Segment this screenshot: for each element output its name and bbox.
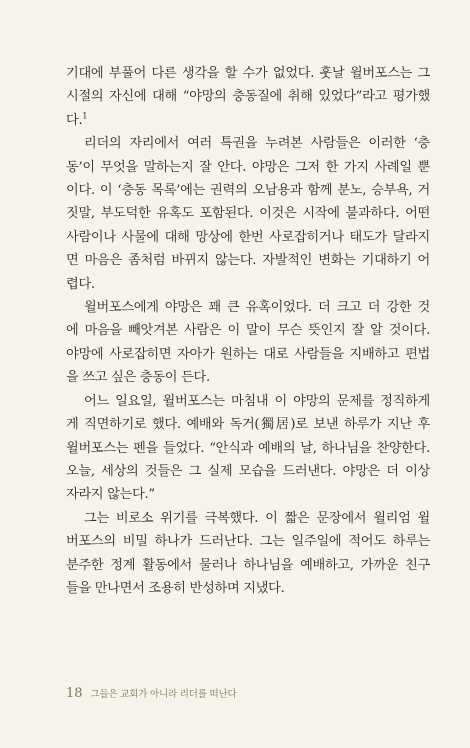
- text-line: 을 쓰고 싶은 충동이 든다.: [66, 370, 210, 386]
- text-line: 윌버포스는 펜을 들었다. “안식과 예배의 날, 하나님을 찬양한다.: [66, 440, 430, 456]
- text-line: 윌버포스에게 야망은 꽤 큰 유혹이었다. 더 크고 더 강한 것: [84, 300, 430, 316]
- text-line-content: 다.: [66, 112, 83, 128]
- text-line: 에 마음을 빼앗겨본 사람은 이 말이 무슨 뜻인지 잘 알 것이다.: [66, 323, 430, 339]
- text-line: 리더의 자리에서 여러 특권을 누려본 사람들은 이러한 ‘충: [84, 136, 430, 152]
- text-line: 버포스의 비밀 하나가 드러난다. 그는 일주일에 적어도 하루는: [66, 534, 430, 550]
- page-footer: [66, 686, 236, 701]
- paragraph-4: [66, 390, 430, 507]
- paragraph-1: [66, 62, 430, 132]
- body-text: [66, 62, 430, 600]
- footnote-marker: 1: [82, 111, 88, 121]
- text-line: 기대에 부풀어 다른 생각을 할 수가 없었다. 훗날 윌버포스는 그: [66, 66, 430, 81]
- text-line: 분주한 정계 활동에서 물러나 하나님을 예배하고, 가까운 친구: [66, 557, 430, 573]
- text-line: 야망에 사로잡히면 자아가 원하는 대로 사람들을 지배하고 편법: [66, 346, 430, 362]
- text-line: 짓말, 부도덕한 유혹도 포함된다. 이것은 시작에 불과하다. 어떤: [66, 206, 430, 222]
- paragraph-2: [66, 132, 430, 296]
- text-line: 오늘, 세상의 것들은 그 실제 모습을 드러낸다. 야망은 더 이상: [66, 463, 430, 479]
- text-line: 이다. 이 ‘충동 목록’에는 권력의 오남용과 함께 분노, 승부욕, 거: [66, 183, 430, 199]
- text-line: 그는 비로소 위기를 극복했다. 이 짧은 문장에서 윌리엄 윌: [84, 510, 430, 526]
- text-line: 게 직면하기로 했다. 예배와 독거(獨居)로 보낸 하루가 지난 후: [66, 417, 430, 433]
- text-line: 면 마음은 좀처럼 바뀌지 않는다. 자발적인 변화는 기대하기 어: [66, 253, 430, 269]
- text-line: [66, 109, 430, 132]
- text-line: 사람이나 사물에 대해 망상에 한번 사로잡히거나 태도가 달라지: [66, 229, 430, 245]
- paragraph-5: [66, 507, 430, 601]
- text-line: 동’이 무엇을 말하는지 잘 안다. 야망은 그저 한 가지 사례일 뿐: [66, 159, 430, 175]
- text-line: 자라지 않는다.”: [66, 487, 155, 503]
- text-line: 어느 일요일, 윌버포스는 마침내 이 야망의 문제를 정직하게: [84, 393, 430, 409]
- text-line: 렵다.: [66, 276, 95, 292]
- text-line: 들을 만나면서 조용히 반성하며 지냈다.: [66, 580, 285, 596]
- page-number: 18: [66, 686, 83, 701]
- text-line: 시절의 자신에 대해 “야망의 충동질에 취해 있었다”라고 평가했: [66, 89, 430, 105]
- paragraph-3: [66, 296, 430, 390]
- running-head: 그들은 교회가 아니라 리더를 떠난다: [90, 689, 237, 700]
